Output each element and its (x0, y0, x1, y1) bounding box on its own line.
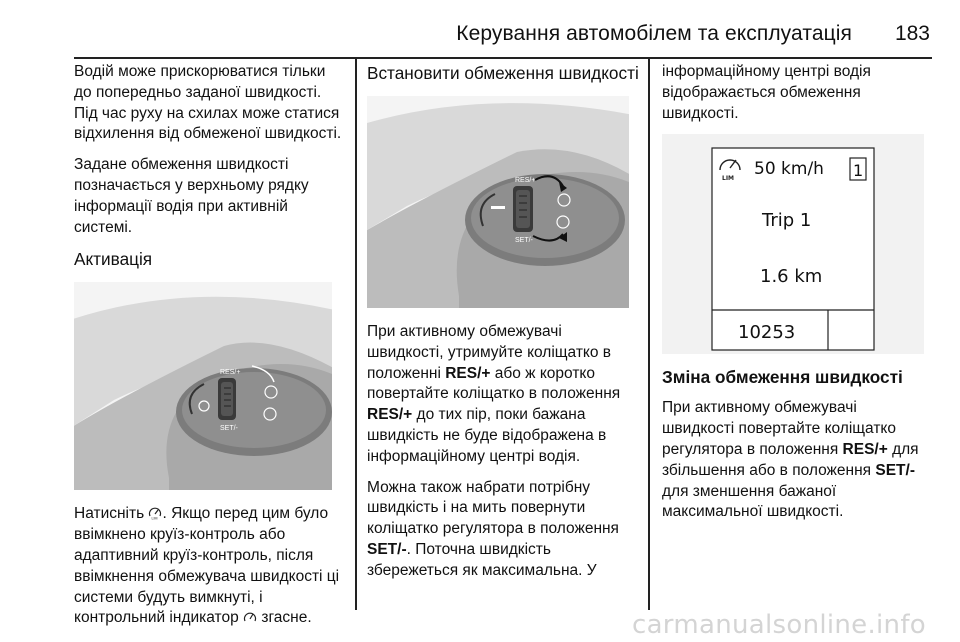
continued-paragraph: інформаційному центрі водія відображається обмеження швидкості. (662, 63, 871, 122)
res-plus-label: RES/+ (220, 369, 241, 377)
set-minus-keyword: SET/- (875, 461, 915, 479)
intro-paragraph: Водій може прискорюватися тільки до попередньо заданої швидкості. Під час руху на схилах може статися відхилення від обмеженої швидкості. (74, 63, 342, 143)
set-minus-keyword: SET/- (367, 540, 407, 558)
speed-limiter-icon (148, 506, 162, 520)
middle-column (367, 62, 639, 592)
activation-text-middle: . Якщо перед цим було ввімкнено круїз-контроль або адаптивний круїз-контроль, після ввімкнення обмежувача швидкості ці системи будуть вимкнуті, і контрольний індикатор (74, 505, 340, 627)
column-separator (648, 58, 650, 610)
column-separator (355, 58, 357, 610)
set-text-3: до тих пір, поки бажана швидкість не буде відображена в інформаційному центрі водія. (367, 406, 607, 465)
set-alt-text-2: . Поточна швидкість збережеться як максимальна. У (367, 540, 597, 579)
page-header (0, 0, 960, 58)
odometer-value: 10253 (738, 322, 796, 344)
left-column (74, 62, 346, 639)
page-indicator: 1 (853, 161, 864, 181)
right-column (662, 62, 932, 533)
res-plus-keyword: RES/+ (445, 364, 491, 382)
steering-wheel-switch-figure (74, 282, 332, 490)
change-text-3: для зменшення бажаної максимальної швидкості. (662, 482, 844, 521)
change-text-2: для збільшення або в положення (662, 440, 919, 479)
set-limit-paragraph (367, 322, 639, 468)
change-text-1: При активному обмежувачі швидкості повертайте коліщатко регулятора в положення (662, 399, 897, 458)
steering-wheel-thumbwheel-figure (367, 96, 629, 308)
display-note-paragraph: Задане обмеження швидкості позначається у верхньому рядку інформації водія при активній системі. (74, 156, 309, 236)
speed-limit-value: 50 km/h (754, 159, 824, 180)
activation-heading: Активація (74, 249, 153, 270)
activation-text-end: згасне. (261, 609, 312, 627)
svg-text:LIM: LIM (151, 516, 158, 521)
chapter-title: Керування автомобілем та експлуатація (456, 22, 852, 45)
trip-label: Trip 1 (762, 210, 812, 232)
lim-label: LIM (722, 175, 735, 183)
res-plus-label: RES/+ (515, 177, 536, 184)
res-plus-keyword: RES/+ (842, 440, 888, 458)
change-limit-paragraph (662, 398, 932, 523)
trip-distance: 1.6 km (760, 266, 823, 288)
header-rule (74, 57, 932, 59)
activation-text-start: Натисніть (74, 505, 145, 523)
set-text-1: При активному обмежувачі швидкості, утримуйте коліщатко в положенні (367, 323, 612, 382)
activation-paragraph (74, 504, 346, 629)
set-alternative-paragraph (367, 478, 639, 582)
driver-information-display-figure (662, 134, 924, 354)
set-minus-label: SET/- (515, 237, 533, 244)
set-limit-heading: Встановити обмеження швидкості (367, 63, 639, 83)
cruise-control-indicator-icon (243, 610, 257, 624)
page-number: 183 (894, 22, 930, 45)
set-text-2: або ж коротко повертайте коліщатко в положення (367, 364, 621, 403)
set-alt-text-1: Можна також набрати потрібну швидкість і на мить повернути коліщатко регулятора в положення (367, 478, 619, 538)
set-minus-label: SET/- (220, 425, 238, 433)
change-limit-heading: Зміна обмеження швидкості (662, 367, 903, 388)
watermark: carmanualsonline.info (631, 610, 926, 640)
res-plus-keyword: RES/+ (367, 406, 413, 424)
